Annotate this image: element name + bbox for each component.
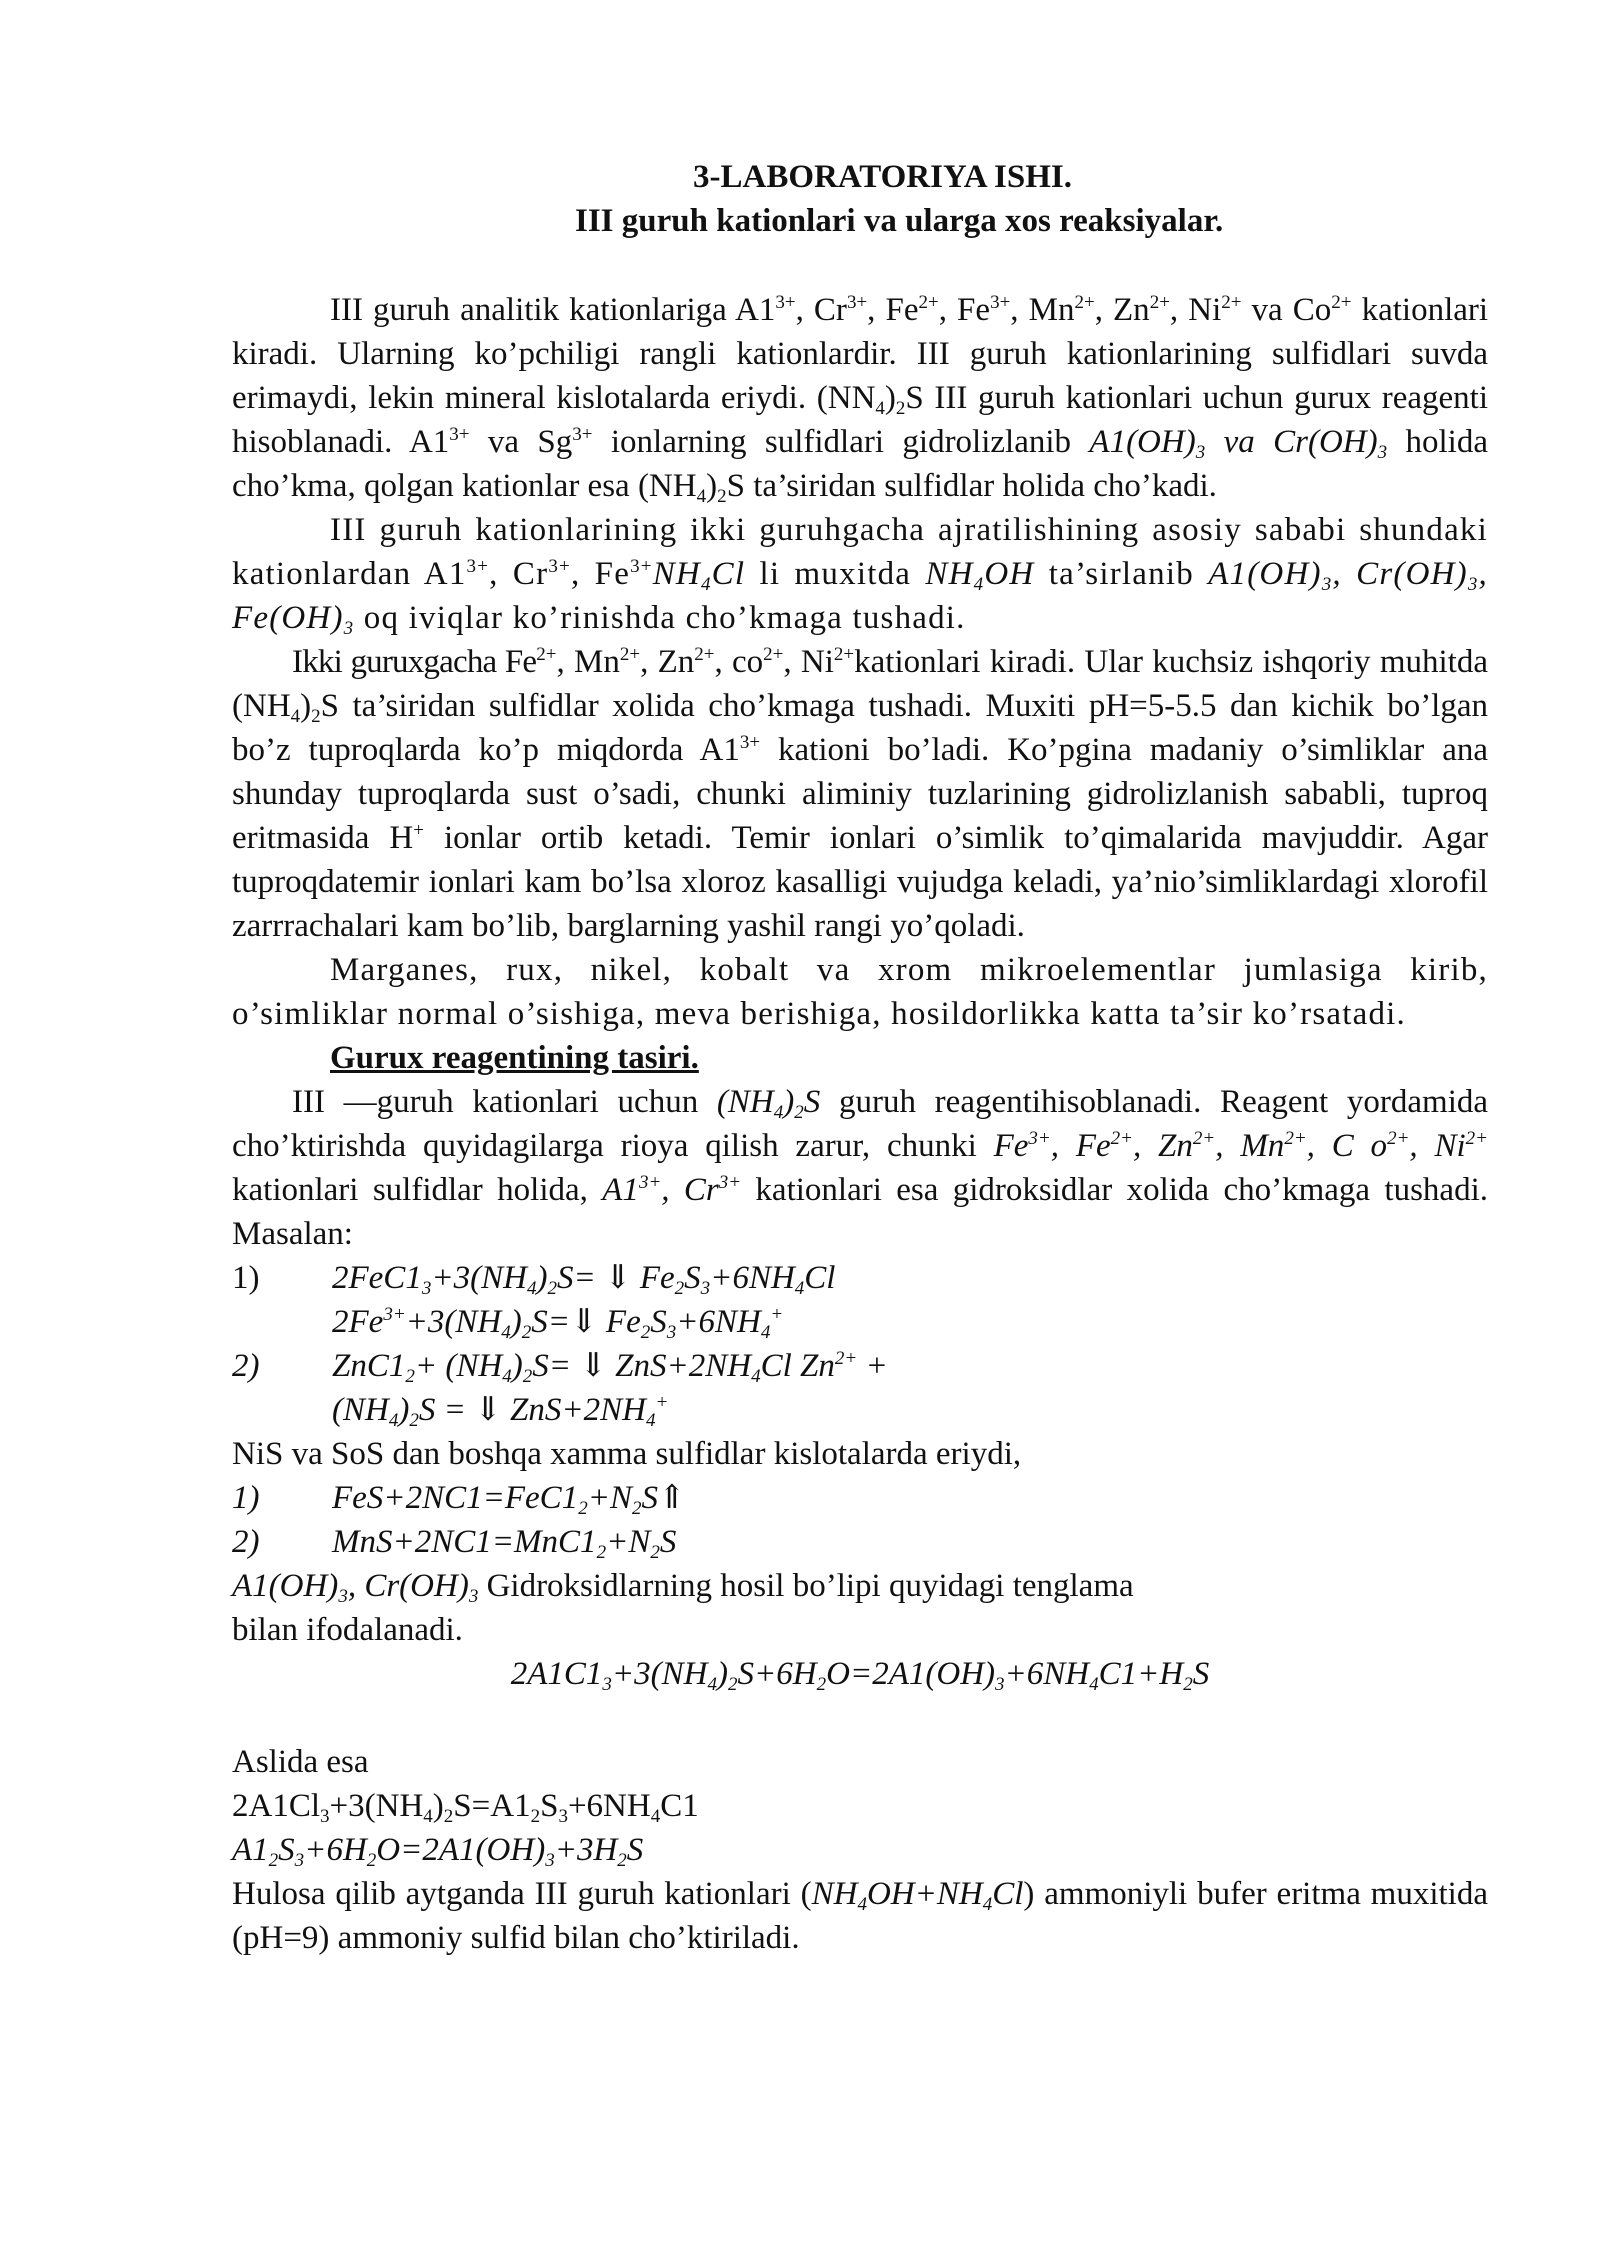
paragraph-microelements: Marganes, rux, nikel, kobalt va xrom mikroelementlar jumlasiga kirib, o’simliklar normal o’sishiga, meva berishiga, hosildorlikka katta ta’sir ko’rsatadi. bbox=[232, 952, 1488, 1032]
paragraph-reagent: III —guruh kationlari uchun $(NH_4)_2S$ guruh reagentihisoblanadi. Reagent yordamida cho’ktirishda quyidagilarga rioya qilish zarur, chunki $Fe^{3+}$, $Fe^{2+}$, $Zn^{2+}$, $Mn^{2+}$, C $o^{2+}$, $Ni^{2+}$ kationlari sulfidlar holida, $A1^{3+}$, $Cr^{3+}$ kationlari esa gidroksidlar xolida cho’kmaga tushadi. Masalan: bbox=[232, 1084, 1489, 1252]
hydroxide-note-end: bilan ifodalanadi. bbox=[232, 1612, 463, 1648]
equation-2: 2) $ZnC1_2+ (NH_4)_2S=$ ⇓ $ZnS+2NH_4Cl$ $Zn^{2+}$ + bbox=[232, 1348, 888, 1387]
equation-6: $A1_2S_3+6H_2O=2A1(OH)_3+3H_2S$ bbox=[232, 1832, 644, 1871]
equation-1: 1) $2FeC1_3+3(NH_4)_2S=$ ⇓ $Fe_2S_3+6NH_4Cl$ bbox=[232, 1260, 836, 1299]
solubility-note: NiS va SoS dan boshqa xamma sulfidlar kislotalarda eriydi, bbox=[232, 1436, 1022, 1472]
equation-1-ionic: $2Fe^{3+}+3(NH_4)_2S=⇓$ $Fe_2S_3+6NH_4^+$ bbox=[332, 1304, 784, 1343]
equation-4: 2) $MnS+2NC1=MnC1_2+N_2S$ bbox=[232, 1524, 677, 1563]
section-heading: Gurux reagentining tasiri. bbox=[330, 1040, 699, 1076]
hydroxide-note: $A1(OH)_3$, $Cr(OH)_3$ Gidroksidlarning hosil bo’lipi quyidagi tenglama bbox=[232, 1568, 1134, 1607]
aslida-label: Aslida esa bbox=[232, 1744, 369, 1780]
spacer bbox=[232, 1696, 1488, 1740]
equation-hydrolysis: $2A1C1_3+3(NH_4)_2S+6H_2O=2A1(OH)_3+6NH_4C1+H_2S$ bbox=[510, 1656, 1210, 1695]
lab-subtitle: III guruh kationlari va ularga xos reaksiyalar. bbox=[575, 203, 1224, 239]
paragraph-separation: III guruh kationlarining ikki guruhgacha ajratilishining asosiy sababi shundaki kationlardan $A1^{3+}$, $Cr^{3+}$, $Fe^{3+}NH_4Cl$ li muxitda $NH_4OH$ ta’sirlanib $A1(OH)_3$, $Cr(OH)_3$, $Fe(OH)_3$ oq iviqlar ko’rinishda cho’kmaga tushadi. bbox=[232, 512, 1488, 639]
paragraph-conclusion: Hulosa qilib aytganda III guruh kationlari $(NH_4OH+NH_4Cl)$ ammoniyli bufer eritma muxitida (pH=9) ammoniy sulfid bilan cho’ktiriladi. bbox=[232, 1876, 1489, 1956]
paragraph-subgroups: Ikki guruxgacha $Fe^{2+}$, $Mn^{2+}$, $Zn^{2+}$, $co^{2+}$, $Ni^{2+}kationlari$ kiradi. Ular kuchsiz ishqoriy muhitda $(NH_4)_2S$ ta’siridan sulfidlar xolida cho’kmaga tushadi. Muxiti pH=5-5.5 dan kichik bo’lgan bo’z tuproqlarda ko’p miqdorda $A1^{3+}$ kationi bo’ladi. Ko’pgina madaniy o’simliklar ana shunday tuproqlarda sust o’sadi, chunki aliminiy tuzlarining gidrolizlanish sababli, tuproq eritmasida H+ ionlar ortib ketadi. Temir ionlari o’simlik to’qimalarida mavjuddir. Agar tuproqdatemir ionlari kam bo’lsa xloroz kasalligi vujudga keladi, ya’nio’simliklardagi xlorofil zarrrachalari kam bo’lib, barglarning yashil rangi yo’qoladi. bbox=[232, 644, 1489, 944]
document-body bbox=[232, 288, 1488, 1960]
equation-2-ionic: $(NH_4)_2S$ = ⇓ $ZnS+2NH_4^+$ bbox=[332, 1392, 669, 1431]
paragraph-intro: III guruh analitik kationlariga $A1^{3+}$, $Cr^{3+}$, $Fe^{2+}$, $Fe^{3+}$, $Mn^{2+}$, $Zn^{2+}$, $Ni^{2+}$ va $Co^{2+}$ kationlari kiradi. Ularning ko’pchiligi rangli kationlardir. III guruh kationlarining sulfidlari suvda erimaydi, lekin mineral kislotalarda eriydi. $(NN_4)_2S$ III guruh kationlari uchun gurux reagenti hisoblanadi. $A1^{3+}$ va $Sg^{3+}$ ionlarning sulfidlari gidrolizlanib $A1(OH)_3$ va $Cr(OH)_3$ holida cho’kma, qolgan kationlar esa $(NH_4)_2S$ ta’siridan sulfidlar holida cho’kadi. bbox=[232, 292, 1489, 507]
equation-3: 1) $FeS+2NC1=FeC1_2+N_2S⇑$ bbox=[232, 1480, 686, 1519]
lab-title: 3-LABORATORIYA ISHI. bbox=[693, 159, 1073, 195]
equation-5: $2A1Cl_3+3(NH_4)_2S=A1_2S_3+6NH_4C1$ bbox=[232, 1788, 699, 1827]
